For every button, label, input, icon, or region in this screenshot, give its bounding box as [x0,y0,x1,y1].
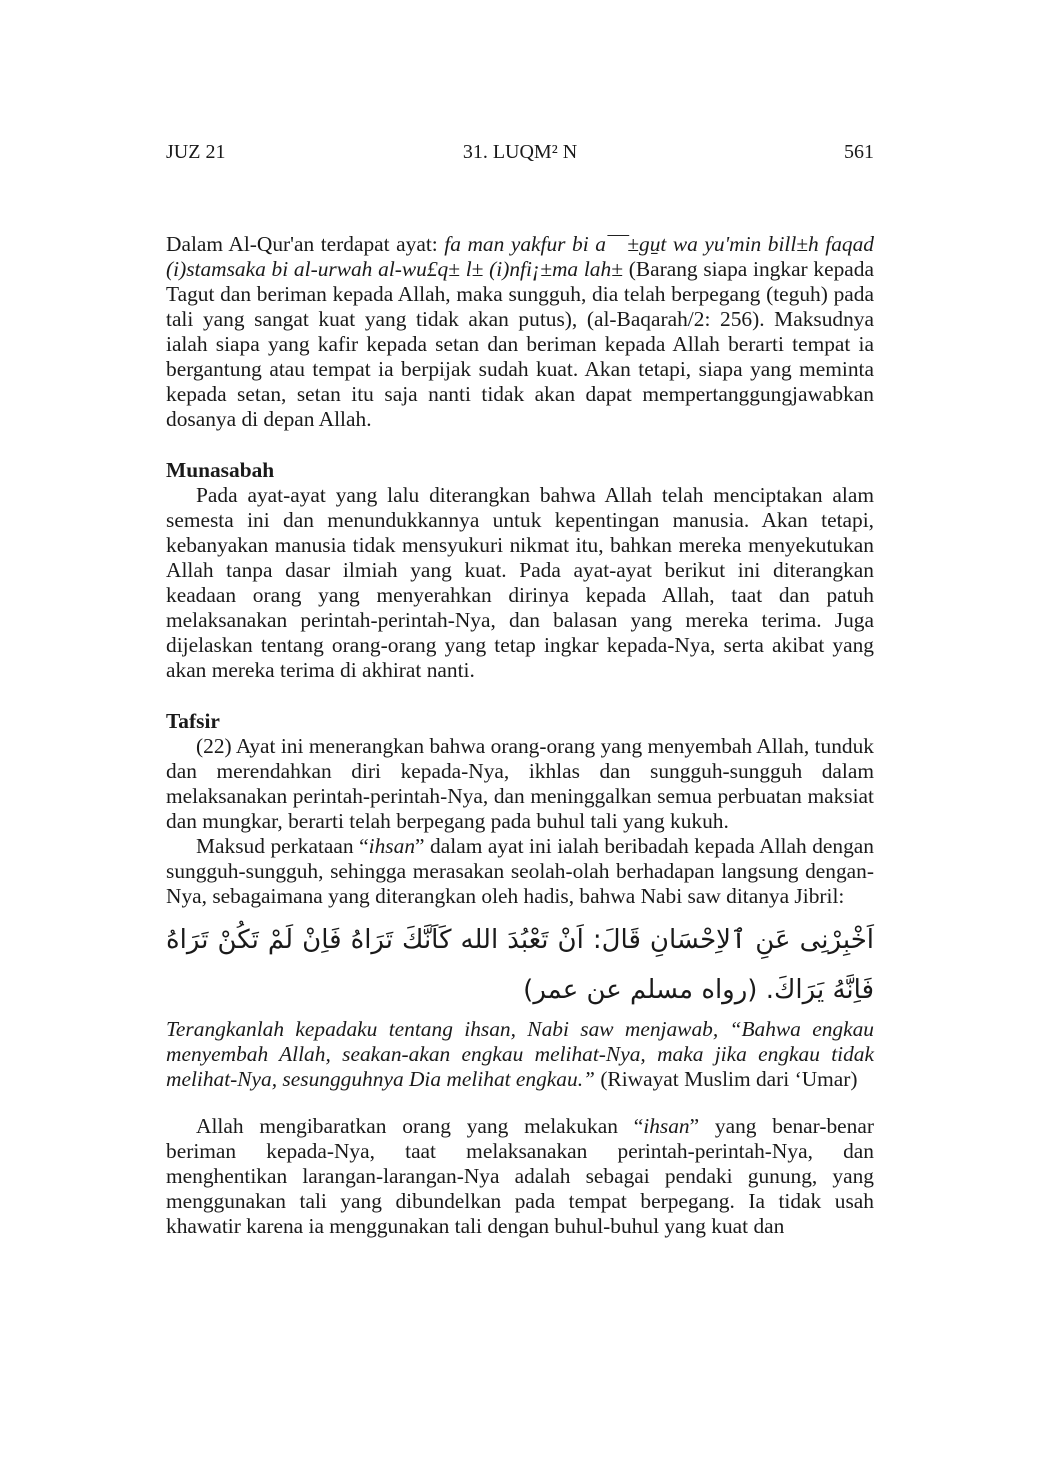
translation-source: (Riwayat Muslim dari ‘Umar) [600,1067,858,1091]
intro-transliteration: fa man yakfur bi a¯¯±gu̱t wa yu'min bill±h faqad (i)stamsaka bi al-urwah al-wu£q± l± (i)nfi¡±ma lah± [166,232,875,281]
intro-paragraph [166,232,874,432]
translation-text: Terangkanlah kepadaku tentang ihsan, Nabi saw menjawab, “Bahwa engkau menyembah Allah, seakan-akan engkau melihat-Nya, maka jika engkau tidak melihat-Nya, sesungguhnya Dia melihat engkau.” [166,1017,874,1091]
running-header [166,140,874,164]
intro-lead: Dalam Al-Qur'an terdapat ayat: [166,232,438,256]
munasabah-paragraph: Pada ayat-ayat yang lalu diterangkan bahwa Allah telah menciptakan alam semesta ini dan menundukkannya untuk kepentingan manusia. Akan tetapi, kebanyakan manusia tidak mensyukuri nikmat itu, bahkan mereka menyekutukan Allah tanpa dasar ilmiah yang kuat. Pada ayat-ayat berikut ini diterangkan keadaan orang yang menyerahkan dirinya kepada Allah, taat dan patuh melaksanakan perintah-perintah-Nya, dan balasan yang mereka terima. Juga dijelaskan tentang orang-orang yang tetap ingkar kepada-Nya, serta akibat yang akan mereka terima di akhirat nanti. [166,483,874,682]
hadith-translation [166,1017,874,1092]
page-number: 561 [844,141,874,163]
page [166,140,874,1239]
tafsir-paragraph-2: Maksud perkataan “ihsan” dalam ayat ini ialah beribadah kepada Allah dengan sungguh-sungguh, sehingga merasakan seolah-olah berhadapan langsung dengan-Nya, sebagaimana yang diterangkan oleh hadis, bahwa Nabi saw ditanya Jibril: [166,834,874,908]
arabic-hadith: اَخْبِرْنِى عَنِ ٱلاِحْسَانِ قَالَ: اَنْ تَعْبُدَ الله كَاَنَّكَ تَرَاهُ فَاِنْ لَمْ تَكُنْ تَرَاهُ فَاِنَّهُ يَرَاكَ. (رواه مسلم عن عمر) [166,925,874,1005]
munasabah-heading: Munasabah [166,458,275,482]
tafsir-paragraph-1: (22) Ayat ini menerangkan bahwa orang-orang yang menyembah Allah, tunduk dan merendahkan diri kepada-Nya, ikhlas dan sungguh-sungguh dalam melaksanakan perintah-perintah-Nya, dan meninggalkan semua perbuatan maksiat dan mungkar, berarti telah berpegang pada buhul tali yang kukuh. [166,734,874,833]
intro-rest: (Barang siapa ingkar kepada Tagut dan beriman kepada Allah, maka sungguh, dia telah berpegang (teguh) pada tali yang sangat kuat yang tidak akan putus), (al-Baqarah/2: 256). Maksudnya ialah siapa yang kafir kepada setan dan beriman kepada Allah berarti tempat ia bergantung atau tempat ia berpijak sudah kuat. Akan tetapi, siapa yang meminta kepada setan, setan itu saja nanti tidak akan dapat mempertanggungjawabkan dosanya di depan Allah. [166,257,874,431]
juz-label: JUZ 21 [166,141,226,163]
tafsir-heading: Tafsir [166,709,220,733]
ihsan-term: ihsan [368,834,416,858]
surah-title: 31. LUQM² N [462,141,578,163]
ihsan-term-2: ihsan [643,1114,690,1138]
tafsir-paragraph-3: Allah mengibaratkan orang yang melakukan “ihsan” yang benar-benar beriman kepada-Nya, taat melaksanakan perintah-perintah-Nya, dan menghentikan larangan-larangan-Nya adalah sebagai pendaki gunung, yang menggunakan tali yang dibundelkan pada tempat berpegang. Ia tidak usah khawatir karena ia menggunakan tali dengan buhul-buhul yang kuat dan [166,1114,874,1238]
